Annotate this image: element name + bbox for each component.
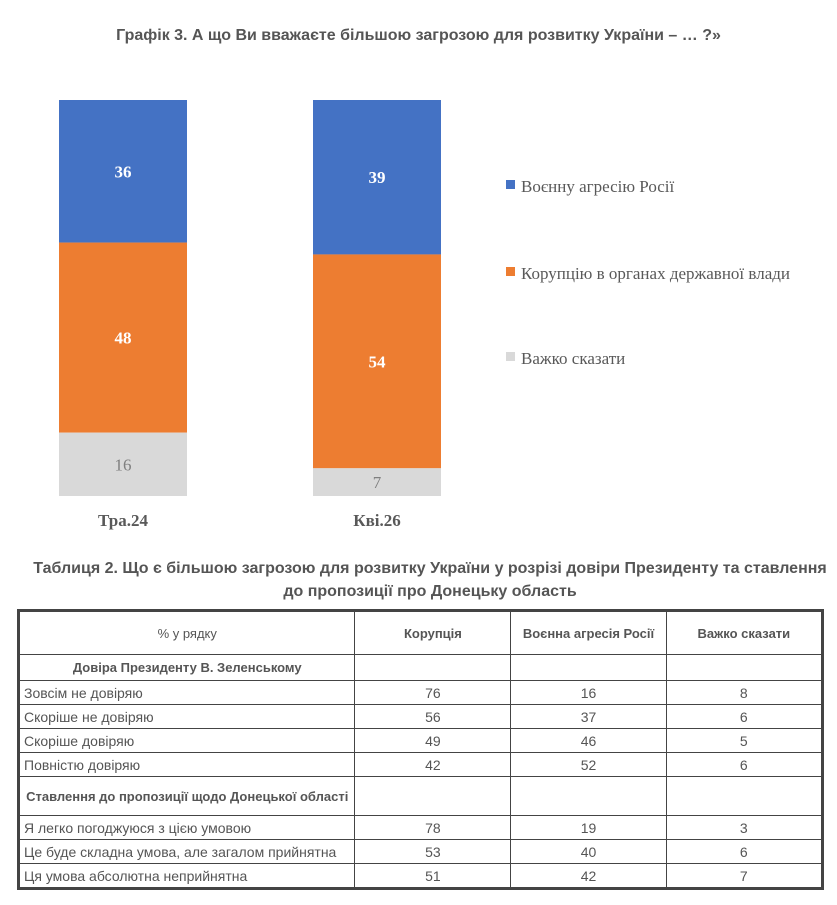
legend-label: Важко сказати	[521, 349, 626, 368]
legend-label: Воєнну агресію Росії	[521, 177, 675, 196]
table-title: Таблиця 2. Що є більшою загрозою для розвитку України у розрізі довіри Президенту та ставлення до пропозиції про Донецьку область	[33, 560, 827, 600]
row-label: Зовсім не довіряю	[20, 681, 355, 705]
section-label: Довіра Президенту В. Зеленському	[20, 655, 355, 681]
empty-cell	[511, 777, 666, 816]
table-row	[20, 864, 822, 888]
legend-swatch	[506, 180, 515, 189]
stacked-bar-chart	[0, 80, 837, 540]
column-header: Корупція	[355, 612, 511, 655]
value-cell: 76	[355, 681, 511, 705]
value-cell: 16	[511, 681, 666, 705]
row-label: Це буде складна умова, але загалом прийнятна	[20, 840, 355, 864]
data-label: 36	[114, 162, 132, 182]
value-cell: 53	[355, 840, 511, 864]
table-row	[20, 705, 822, 729]
table-row	[20, 729, 822, 753]
value-cell: 7	[666, 864, 821, 888]
empty-cell	[666, 655, 821, 681]
row-label: Я легко погоджуюся з цією умовою	[20, 816, 355, 840]
value-cell: 78	[355, 816, 511, 840]
data-label: 54	[368, 352, 386, 372]
legend-swatch	[506, 352, 515, 361]
value-cell: 49	[355, 729, 511, 753]
data-label: 7	[372, 473, 382, 493]
value-cell: 40	[511, 840, 666, 864]
data-label: 39	[368, 168, 386, 188]
table-row	[20, 681, 822, 705]
legend-label: Корупцію в органах державної влади	[521, 264, 790, 283]
table-row	[20, 816, 822, 840]
value-cell: 6	[666, 840, 821, 864]
empty-cell	[666, 777, 821, 816]
value-cell: 42	[511, 864, 666, 888]
value-cell: 56	[355, 705, 511, 729]
value-cell: 3	[666, 816, 821, 840]
data-label: 48	[114, 328, 132, 348]
chart-title: Графік 3. А що Ви вважаєте більшою загрозою для розвитку України – … ?»	[116, 27, 721, 44]
value-cell: 46	[511, 729, 666, 753]
table-row	[20, 753, 822, 777]
column-header: Воєнна агресія Росії	[511, 612, 666, 655]
row-label: Повністю довіряю	[20, 753, 355, 777]
row-label: Скоріше довіряю	[20, 729, 355, 753]
column-header: Важко сказати	[666, 612, 821, 655]
data-table	[19, 611, 822, 888]
value-cell: 6	[666, 705, 821, 729]
row-label: Скоріше не довіряю	[20, 705, 355, 729]
value-cell: 8	[666, 681, 821, 705]
value-cell: 19	[511, 816, 666, 840]
empty-cell	[355, 655, 511, 681]
empty-cell	[355, 777, 511, 816]
row-label: Ця умова абсолютна неприйнятна	[20, 864, 355, 888]
empty-cell	[511, 655, 666, 681]
section-row	[20, 777, 822, 816]
value-cell: 51	[355, 864, 511, 888]
column-header: % у рядку	[20, 612, 355, 655]
legend-swatch	[506, 267, 515, 276]
value-cell: 5	[666, 729, 821, 753]
category-label: Кві.26	[353, 511, 401, 530]
value-cell: 52	[511, 753, 666, 777]
table-row	[20, 840, 822, 864]
section-label: Ставлення до пропозиції щодо Донецької області	[20, 777, 355, 816]
data-label: 16	[114, 455, 132, 475]
category-label: Тра.24	[98, 511, 148, 530]
value-cell: 6	[666, 753, 821, 777]
table-header-row	[20, 612, 822, 655]
section-row	[20, 655, 822, 681]
value-cell: 37	[511, 705, 666, 729]
value-cell: 42	[355, 753, 511, 777]
